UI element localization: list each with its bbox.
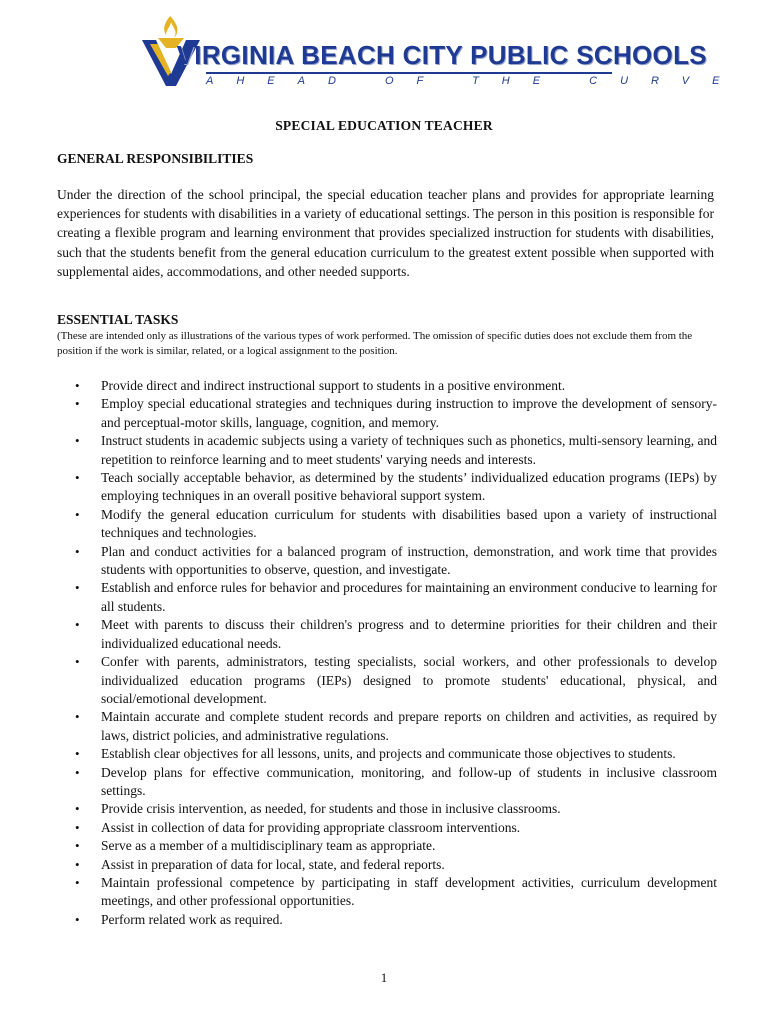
bullet-icon: • (75, 506, 80, 522)
bullet-icon: • (75, 911, 80, 927)
task-text: Teach socially acceptable behavior, as determined by the students’ individualized education programs (IEPs) by employing techniques in an overall positive behavioral support system. (101, 470, 717, 504)
task-text: Instruct students in academic subjects using a variety of techniques such as phonetics, multi-sensory learning, and repetition to reinforce learning and to meet students' varying needs and interests. (101, 433, 717, 467)
list-item (57, 543, 717, 580)
task-text: Modify the general education curriculum for students with disabilities based upon a variety of instructional techniques and technologies. (101, 506, 717, 541)
list-item (57, 874, 717, 911)
task-text: Establish and enforce rules for behavior and procedures for maintaining an environment conducive to learning for all students. (101, 580, 717, 614)
document-title: SPECIAL EDUCATION TEACHER (275, 118, 493, 133)
general-responsibilities-heading: GENERAL RESPONSIBILITIES (57, 151, 254, 166)
list-item (57, 819, 717, 837)
task-text: Maintain accurate and complete student records and prepare reports on children and activities, as required by laws, district policies, and administrative regulations. (101, 709, 717, 743)
bullet-icon: • (75, 874, 80, 890)
bullet-icon: • (75, 433, 80, 449)
list-item (57, 395, 717, 432)
task-text: Assist in collection of data for providing appropriate classroom interventions. (101, 819, 521, 835)
general-responsibilities-text: Under the direction of the school principal, the special education teacher plans and provides for appropriate learning experiences for students with disabilities in a variety of educational settings. The person in this position is responsible for creating a flexible program and learning environment that provides specialized instruction for students with disabilities, such that the students benefit from the general education curriculum to the greatest extent possible when supported with supplemental aides, accommodations, and other needed supports. (57, 187, 714, 279)
task-text: Establish clear objectives for all lessons, units, and projects and communicate those objectives to students. (101, 746, 676, 762)
logo-title-text: VIRGINIA BEACH CITY PUBLIC SCHOOLS (176, 40, 707, 70)
bullet-icon: • (75, 396, 80, 412)
bullet-icon: • (75, 764, 80, 780)
list-item (57, 616, 717, 653)
list-item (57, 837, 717, 855)
page-number: 1 (380, 970, 388, 985)
list-item (57, 377, 717, 395)
task-text: Perform related work as required. (101, 911, 283, 927)
list-item (57, 506, 717, 543)
logo-divider (206, 72, 612, 74)
essential-tasks-note: (These are intended only as illustrations of the various types of work performed. The omission of specific duties does not exclude them from the position if the work is similar, related, or a logical assignment to the position. (57, 330, 693, 357)
bullet-icon: • (75, 746, 80, 762)
list-item (57, 432, 717, 469)
list-item (57, 469, 717, 506)
bullet-icon: • (75, 838, 80, 854)
bullet-icon: • (75, 543, 80, 559)
bullet-icon: • (75, 801, 80, 817)
task-text: Plan and conduct activities for a balanced program of instruction, demonstration, and work time that provides students with opportunities to observe, question, and investigate. (101, 543, 717, 578)
essential-tasks-heading: ESSENTIAL TASKS (57, 312, 179, 327)
school-logo (140, 12, 743, 92)
list-item (57, 653, 717, 708)
list-item (57, 800, 717, 818)
essential-tasks-list (57, 377, 717, 929)
bullet-icon: • (75, 709, 80, 725)
list-item (57, 579, 717, 616)
bullet-icon: • (75, 617, 80, 633)
task-text: Confer with parents, administrators, testing specialists, social workers, and other professionals to develop individualized education programs (IEPs) designed to promote students' educational, physical, and social/emotional development. (101, 654, 717, 706)
task-text: Serve as a member of a multidisciplinary team as appropriate. (101, 838, 436, 854)
logo-title (178, 40, 707, 71)
list-item (57, 764, 717, 801)
task-text: Provide crisis intervention, as needed, for students and those in inclusive classrooms. (101, 801, 561, 817)
task-text: Maintain professional competence by participating in staff development activities, curriculum development meetings, and other professional opportunities. (101, 874, 717, 909)
bullet-icon: • (75, 580, 80, 596)
task-text: Meet with parents to discuss their children's progress and to determine priorities for their children and their individualized educational needs. (101, 617, 717, 651)
bullet-icon: • (75, 654, 80, 670)
bullet-icon: • (75, 819, 80, 835)
bullet-icon: • (75, 856, 80, 872)
list-item (57, 745, 717, 763)
task-text: Employ special educational strategies and techniques during instruction to improve the development of sensory- and perceptual-motor skills, language, cognition, and memory. (101, 396, 717, 430)
logo-tagline: AHEAD OF THE CURVE (206, 75, 743, 87)
task-text: Assist in preparation of data for local, state, and federal reports. (101, 856, 445, 872)
bullet-icon: • (75, 378, 80, 393)
task-text: Develop plans for effective communication, monitoring, and follow-up of students in inclusive classroom settings. (101, 764, 717, 798)
task-text: Provide direct and indirect instructional support to students in a positive environment. (101, 378, 566, 393)
list-item (57, 911, 717, 929)
bullet-icon: • (75, 470, 80, 486)
list-item (57, 856, 717, 874)
list-item (57, 708, 717, 745)
